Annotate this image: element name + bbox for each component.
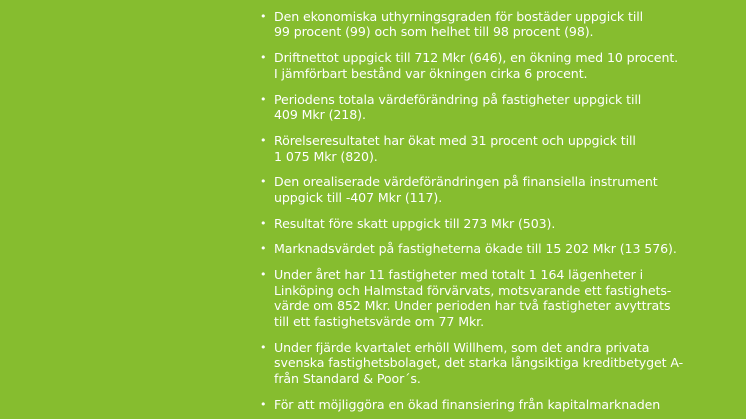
bullet-dot-icon: • xyxy=(260,268,267,282)
bullet-item xyxy=(260,9,730,40)
bullet-dot-icon: • xyxy=(260,340,267,354)
bullet-item xyxy=(260,241,730,257)
bullet-text-line: uppgick till -407 Mkr (117). xyxy=(274,189,443,205)
bullet-item xyxy=(260,92,730,123)
bullet-text-line: Den orealiserade värdeförändringen på finansiella instrument xyxy=(274,174,658,190)
bullet-text-line: För att möjliggöra en ökad finansiering från kapitalmarknaden xyxy=(274,396,661,412)
bullet-dot-icon: • xyxy=(260,397,267,411)
bullet-text-line: Den ekonomiska uthyrningsgraden för bostäder uppgick till xyxy=(274,8,644,24)
bullet-text-line: Linköping och Halmstad förvärvats, motsvarande ett fastighets- xyxy=(274,282,672,298)
bullet-text-line: Under året har 11 fastigheter med totalt 1 164 lägenheter i xyxy=(274,267,644,283)
bullet-item xyxy=(260,133,730,164)
bullet-dot-icon: • xyxy=(260,242,267,256)
bullet-text-line: 1 075 Mkr (820). xyxy=(274,148,378,164)
bullet-text-line: 409 Mkr (218). xyxy=(274,107,366,123)
bullet-text-line: Driftnettot uppgick till 712 Mkr (646), en ökning med 10 procent. xyxy=(274,50,679,66)
bullet-item xyxy=(260,174,730,205)
bullet-dot-icon: • xyxy=(260,175,267,189)
bullet-text-line: Resultat före skatt uppgick till 273 Mkr (503). xyxy=(274,215,556,231)
bullet-dot-icon: • xyxy=(260,133,267,147)
bullet-item xyxy=(260,216,730,232)
bullet-item xyxy=(260,397,730,413)
bullet-text-line: 99 procent (99) och som helhet till 98 procent (98). xyxy=(274,24,594,40)
highlights-bullet-list xyxy=(260,0,730,419)
bullet-dot-icon: • xyxy=(260,51,267,65)
bullet-text-line: Rörelseresultatet har ökat med 31 procent och uppgick till xyxy=(274,132,636,148)
bullet-dot-icon: • xyxy=(260,92,267,106)
bullet-text-line: Marknadsvärdet på fastigheterna ökade till 15 202 Mkr (13 576). xyxy=(274,241,677,257)
bullet-text-line: I jämförbart bestånd var ökningen cirka 6 procent. xyxy=(274,65,588,81)
bullet-dot-icon: • xyxy=(260,9,267,23)
bullet-text-line: värde om 852 Mkr. Under perioden har två fastigheter avyttrats xyxy=(274,298,671,314)
bullet-dot-icon: • xyxy=(260,216,267,230)
bullet-text-line: Under fjärde kvartalet erhöll Willhem, som det andra privata xyxy=(274,339,650,355)
bullet-item xyxy=(260,50,730,81)
bullet-item xyxy=(260,267,730,329)
bullet-text-line: svenska fastighetsbolaget, det starka långsiktiga kreditbetyget A- xyxy=(274,355,684,371)
bullet-item xyxy=(260,340,730,387)
bullet-text-line: från Standard & Poor´s. xyxy=(274,370,421,386)
bullet-text-line: till ett fastighetsvärde om 77 Mkr. xyxy=(274,314,484,329)
bullet-text-line: Periodens totala värdeförändring på fastigheter uppgick till xyxy=(274,91,642,107)
